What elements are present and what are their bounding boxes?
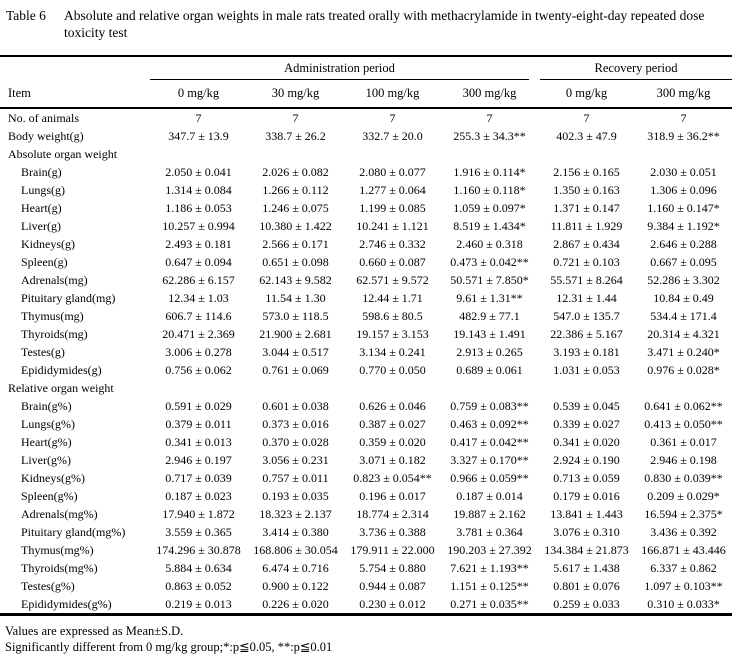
section-label: Absolute organ weight: [8, 146, 118, 161]
value-cell: 0.770 ± 0.050: [359, 362, 426, 377]
value-cell: 0.341 ± 0.020: [553, 434, 620, 449]
value-cell: 11.54 ± 1.30: [265, 290, 326, 305]
row-label: Kidneys(g): [21, 236, 75, 251]
item-column-header: Item: [0, 80, 150, 108]
value-cell: 573.0 ± 118.5: [262, 308, 329, 323]
value-cell: 2.030 ± 0.051: [650, 164, 717, 179]
table-row: [0, 163, 732, 181]
value-cell: 1.186 ± 0.053: [165, 200, 232, 215]
value-cell: 1.151 ± 0.125**: [450, 578, 529, 593]
value-cell: 318.9 ± 36.2**: [647, 128, 720, 143]
value-cell: 1.371 ± 0.147: [553, 200, 620, 215]
table-row: [0, 541, 732, 559]
value-cell: 3.414 ± 0.380: [262, 524, 329, 539]
value-cell: 2.493 ± 0.181: [165, 236, 232, 251]
value-cell: 1.031 ± 0.053: [553, 362, 620, 377]
value-cell: 0.209 ± 0.029*: [647, 488, 720, 503]
table-row: [0, 451, 732, 469]
section-row: [0, 145, 732, 163]
value-cell: 0.966 ± 0.059**: [450, 470, 529, 485]
value-cell: 2.946 ± 0.197: [165, 452, 232, 467]
table-row: [0, 577, 732, 595]
value-cell: 0.689 ± 0.061: [456, 362, 523, 377]
value-cell: 2.924 ± 0.190: [553, 452, 620, 467]
value-cell: 2.050 ± 0.041: [165, 164, 232, 179]
table-row: [0, 523, 732, 541]
value-cell: 11.811 ± 1.929: [550, 218, 623, 233]
value-cell: 12.31 ± 1.44: [556, 290, 617, 305]
table-number: Table 6: [6, 8, 46, 23]
value-cell: 20.471 ± 2.369: [162, 326, 235, 341]
row-label: Lungs(g%): [21, 416, 75, 431]
table-row: [0, 343, 732, 361]
value-cell: 5.754 ± 0.880: [359, 560, 426, 575]
table-row: [0, 253, 732, 271]
row-label: Adrenals(mg%): [21, 506, 98, 521]
table-row: [0, 595, 732, 615]
value-cell: 179.911 ± 22.000: [350, 542, 435, 557]
value-cell: 10.257 ± 0.994: [162, 218, 235, 233]
value-cell: 2.946 ± 0.198: [650, 452, 717, 467]
value-cell: 168.806 ± 30.054: [253, 542, 338, 557]
value-cell: 0.370 ± 0.028: [262, 434, 329, 449]
value-cell: 2.867 ± 0.434: [553, 236, 620, 251]
value-cell: 347.7 ± 13.9: [168, 128, 229, 143]
value-cell: 10.84 ± 0.49: [653, 290, 714, 305]
value-cell: 0.473 ± 0.042**: [450, 254, 529, 269]
value-cell: 0.219 ± 0.013: [165, 596, 232, 611]
value-cell: 3.193 ± 0.181: [553, 344, 620, 359]
value-cell: 332.7 ± 20.0: [362, 128, 423, 143]
value-cell: 12.44 ± 1.71: [362, 290, 423, 305]
value-cell: 606.7 ± 114.6: [165, 308, 232, 323]
value-cell: 0.757 ± 0.011: [262, 470, 329, 485]
value-cell: 1.160 ± 0.118*: [453, 182, 526, 197]
value-cell: 174.296 ± 30.878: [156, 542, 241, 557]
table-caption: [0, 6, 732, 42]
value-cell: 7: [680, 110, 687, 125]
table-row: [0, 235, 732, 253]
value-cell: 3.134 ± 0.241: [359, 344, 426, 359]
value-cell: 5.617 ± 1.438: [553, 560, 620, 575]
value-cell: 0.417 ± 0.042**: [450, 434, 529, 449]
dose-column-header: 100 mg/kg: [344, 80, 441, 108]
table-row: [0, 181, 732, 199]
value-cell: 0.539 ± 0.045: [553, 398, 620, 413]
value-cell: 2.646 ± 0.288: [650, 236, 717, 251]
row-label: Kidneys(g%): [21, 470, 85, 485]
admin-period-group-header: [150, 56, 538, 80]
dose-column-header: 0 mg/kg: [150, 80, 247, 108]
value-cell: 0.361 ± 0.017: [650, 434, 717, 449]
table-row: [0, 397, 732, 415]
value-cell: 0.259 ± 0.033: [553, 596, 620, 611]
table-row: [0, 415, 732, 433]
value-cell: 0.226 ± 0.020: [262, 596, 329, 611]
value-cell: 0.373 ± 0.016: [262, 416, 329, 431]
value-cell: 1.916 ± 0.114*: [453, 164, 526, 179]
value-cell: 0.187 ± 0.014: [456, 488, 523, 503]
value-cell: 50.571 ± 7.850*: [450, 272, 529, 287]
row-label: Spleen(g): [21, 254, 68, 269]
row-label: Pituitary gland(mg): [21, 290, 116, 305]
value-cell: 7: [583, 110, 590, 125]
value-cell: 2.460 ± 0.318: [456, 236, 523, 251]
dose-column-header: 30 mg/kg: [247, 80, 344, 108]
row-label: Thyroids(mg%): [21, 560, 98, 575]
table-row: [0, 469, 732, 487]
value-cell: 0.717 ± 0.039: [165, 470, 232, 485]
value-cell: 0.900 ± 0.122: [262, 578, 329, 593]
value-cell: 9.61 ± 1.31**: [456, 290, 523, 305]
value-cell: 10.380 ± 1.422: [259, 218, 332, 233]
value-cell: 0.626 ± 0.046: [359, 398, 426, 413]
value-cell: 3.044 ± 0.517: [262, 344, 329, 359]
value-cell: 0.341 ± 0.013: [165, 434, 232, 449]
value-cell: 0.310 ± 0.033*: [647, 596, 720, 611]
table-row: [0, 217, 732, 235]
value-cell: 0.647 ± 0.094: [165, 254, 232, 269]
value-cell: 8.519 ± 1.434*: [453, 218, 526, 233]
value-cell: 0.944 ± 0.087: [359, 578, 426, 593]
value-cell: 3.071 ± 0.182: [359, 452, 426, 467]
admin-period-label: Administration period: [150, 57, 529, 80]
row-label: Testes(g%): [21, 578, 75, 593]
recovery-period-group-header: [538, 56, 732, 80]
value-cell: 0.179 ± 0.016: [553, 488, 620, 503]
value-cell: 3.736 ± 0.388: [359, 524, 426, 539]
value-cell: 62.571 ± 9.572: [356, 272, 429, 287]
table-title: Absolute and relative organ weights in male rats treated orally with methacrylamide in twenty-eight-day repeated dose toxicity test: [64, 8, 705, 40]
row-label: Testes(g): [21, 344, 65, 359]
value-cell: 7: [486, 110, 493, 125]
value-cell: 0.976 ± 0.028*: [647, 362, 720, 377]
row-label: Spleen(g%): [21, 488, 78, 503]
value-cell: 16.594 ± 2.375*: [644, 506, 723, 521]
value-cell: 255.3 ± 34.3**: [453, 128, 526, 143]
column-header-row: [0, 80, 732, 108]
value-cell: 3.056 ± 0.231: [262, 452, 329, 467]
row-label: Body weight(g): [8, 128, 84, 143]
value-cell: 0.667 ± 0.095: [650, 254, 717, 269]
value-cell: 17.940 ± 1.872: [162, 506, 235, 521]
value-cell: 52.286 ± 3.302: [647, 272, 720, 287]
value-cell: 0.339 ± 0.027: [553, 416, 620, 431]
value-cell: 19.143 ± 1.491: [453, 326, 526, 341]
value-cell: 0.187 ± 0.023: [165, 488, 232, 503]
value-cell: 1.199 ± 0.085: [359, 200, 426, 215]
group-header-row: [0, 56, 732, 80]
value-cell: 0.801 ± 0.076: [553, 578, 620, 593]
value-cell: 1.266 ± 0.112: [262, 182, 329, 197]
footnote-values-note: Values are expressed as Mean±S.D.: [5, 623, 184, 638]
value-cell: 1.059 ± 0.097*: [453, 200, 526, 215]
table-row: [0, 487, 732, 505]
value-cell: 1.097 ± 0.103**: [644, 578, 723, 593]
row-label: Thymus(mg): [21, 308, 84, 323]
value-cell: 7: [195, 110, 202, 125]
table-row: [0, 433, 732, 451]
row-label: Epididymides(g): [21, 362, 102, 377]
value-cell: 1.306 ± 0.096: [650, 182, 717, 197]
value-cell: 3.559 ± 0.365: [165, 524, 232, 539]
value-cell: 22.386 ± 5.167: [550, 326, 623, 341]
table-row: [0, 127, 732, 145]
value-cell: 0.756 ± 0.062: [165, 362, 232, 377]
value-cell: 0.660 ± 0.087: [359, 254, 426, 269]
value-cell: 0.641 ± 0.062**: [644, 398, 723, 413]
value-cell: 7: [389, 110, 396, 125]
value-cell: 1.314 ± 0.084: [165, 182, 232, 197]
row-label: No. of animals: [8, 110, 79, 125]
table-body: [0, 108, 732, 615]
value-cell: 190.203 ± 27.392: [447, 542, 532, 557]
value-cell: 13.841 ± 1.443: [550, 506, 623, 521]
value-cell: 0.651 ± 0.098: [262, 254, 329, 269]
value-cell: 7: [292, 110, 299, 125]
value-cell: 534.4 ± 171.4: [650, 308, 717, 323]
table-row: [0, 271, 732, 289]
value-cell: 3.781 ± 0.364: [456, 524, 523, 539]
value-cell: 5.884 ± 0.634: [165, 560, 232, 575]
value-cell: 598.6 ± 80.5: [362, 308, 423, 323]
organ-weights-table: [0, 55, 732, 616]
value-cell: 3.471 ± 0.240*: [647, 344, 720, 359]
value-cell: 55.571 ± 8.264: [550, 272, 623, 287]
value-cell: 21.900 ± 2.681: [259, 326, 332, 341]
row-label: Thymus(mg%): [21, 542, 94, 557]
value-cell: 0.830 ± 0.039**: [644, 470, 723, 485]
value-cell: 1.246 ± 0.075: [262, 200, 329, 215]
value-cell: 0.271 ± 0.035**: [450, 596, 529, 611]
dose-column-header: 300 mg/kg: [635, 80, 732, 108]
value-cell: 0.761 ± 0.069: [262, 362, 329, 377]
value-cell: 62.286 ± 6.157: [162, 272, 235, 287]
value-cell: 2.080 ± 0.077: [359, 164, 426, 179]
value-cell: 0.713 ± 0.059: [553, 470, 620, 485]
value-cell: 1.160 ± 0.147*: [647, 200, 720, 215]
value-cell: 134.384 ± 21.873: [544, 542, 629, 557]
value-cell: 2.913 ± 0.265: [456, 344, 523, 359]
section-row: [0, 379, 732, 397]
value-cell: 10.241 ± 1.121: [356, 218, 429, 233]
table-row: [0, 289, 732, 307]
row-label: Lungs(g): [21, 182, 65, 197]
row-label: Epididymides(g%): [21, 596, 112, 611]
value-cell: 19.157 ± 3.153: [356, 326, 429, 341]
table-row: [0, 361, 732, 379]
table-row: [0, 505, 732, 523]
value-cell: 0.591 ± 0.029: [165, 398, 232, 413]
value-cell: 12.34 ± 1.03: [168, 290, 229, 305]
value-cell: 402.3 ± 47.9: [556, 128, 617, 143]
value-cell: 0.387 ± 0.027: [359, 416, 426, 431]
footnote-significance-note: Significantly different from 0 mg/kg group;*:p≦0.05, **:p≦0.01: [5, 640, 333, 654]
value-cell: 20.314 ± 4.321: [647, 326, 720, 341]
value-cell: 2.566 ± 0.171: [262, 236, 329, 251]
row-label: Brain(g%): [21, 398, 72, 413]
section-label: Relative organ weight: [8, 380, 114, 395]
value-cell: 1.277 ± 0.064: [359, 182, 426, 197]
row-label: Heart(g): [21, 200, 62, 215]
value-cell: 62.143 ± 9.582: [259, 272, 332, 287]
value-cell: 19.887 ± 2.162: [453, 506, 526, 521]
value-cell: 482.9 ± 77.1: [459, 308, 520, 323]
table-row: [0, 199, 732, 217]
value-cell: 6.337 ± 0.862: [650, 560, 717, 575]
value-cell: 18.323 ± 2.137: [259, 506, 332, 521]
value-cell: 0.359 ± 0.020: [359, 434, 426, 449]
table-footnotes: [0, 616, 732, 656]
dose-column-header: 0 mg/kg: [538, 80, 635, 108]
value-cell: 338.7 ± 26.2: [265, 128, 326, 143]
recovery-period-label: Recovery period: [540, 57, 732, 80]
table-row: [0, 307, 732, 325]
value-cell: 2.026 ± 0.082: [262, 164, 329, 179]
value-cell: 0.863 ± 0.052: [165, 578, 232, 593]
value-cell: 0.601 ± 0.038: [262, 398, 329, 413]
row-label: Liver(g): [21, 218, 61, 233]
dose-column-header: 300 mg/kg: [441, 80, 538, 108]
row-label: Heart(g%): [21, 434, 72, 449]
value-cell: 0.759 ± 0.083**: [450, 398, 529, 413]
value-cell: 3.436 ± 0.392: [650, 524, 717, 539]
value-cell: 0.721 ± 0.103: [553, 254, 620, 269]
value-cell: 3.006 ± 0.278: [165, 344, 232, 359]
value-cell: 18.774 ± 2.314: [356, 506, 429, 521]
table-row: [0, 108, 732, 127]
value-cell: 0.413 ± 0.050**: [644, 416, 723, 431]
value-cell: 0.196 ± 0.017: [359, 488, 426, 503]
value-cell: 0.379 ± 0.011: [165, 416, 232, 431]
value-cell: 166.871 ± 43.446: [641, 542, 726, 557]
row-label: Liver(g%): [21, 452, 71, 467]
value-cell: 0.193 ± 0.035: [262, 488, 329, 503]
value-cell: 9.384 ± 1.192*: [647, 218, 720, 233]
value-cell: 2.746 ± 0.332: [359, 236, 426, 251]
value-cell: 7.621 ± 1.193**: [450, 560, 529, 575]
row-label: Pituitary gland(mg%): [21, 524, 126, 539]
table-row: [0, 559, 732, 577]
row-label: Brain(g): [21, 164, 62, 179]
value-cell: 0.463 ± 0.092**: [450, 416, 529, 431]
value-cell: 547.0 ± 135.7: [553, 308, 620, 323]
value-cell: 0.823 ± 0.054**: [353, 470, 432, 485]
value-cell: 3.076 ± 0.310: [553, 524, 620, 539]
value-cell: 6.474 ± 0.716: [262, 560, 329, 575]
table-row: [0, 325, 732, 343]
group-header-spacer: [0, 56, 150, 80]
value-cell: 1.350 ± 0.163: [553, 182, 620, 197]
value-cell: 3.327 ± 0.170**: [450, 452, 529, 467]
row-label: Thyroids(mg): [21, 326, 88, 341]
row-label: Adrenals(mg): [21, 272, 88, 287]
value-cell: 2.156 ± 0.165: [553, 164, 620, 179]
value-cell: 0.230 ± 0.012: [359, 596, 426, 611]
